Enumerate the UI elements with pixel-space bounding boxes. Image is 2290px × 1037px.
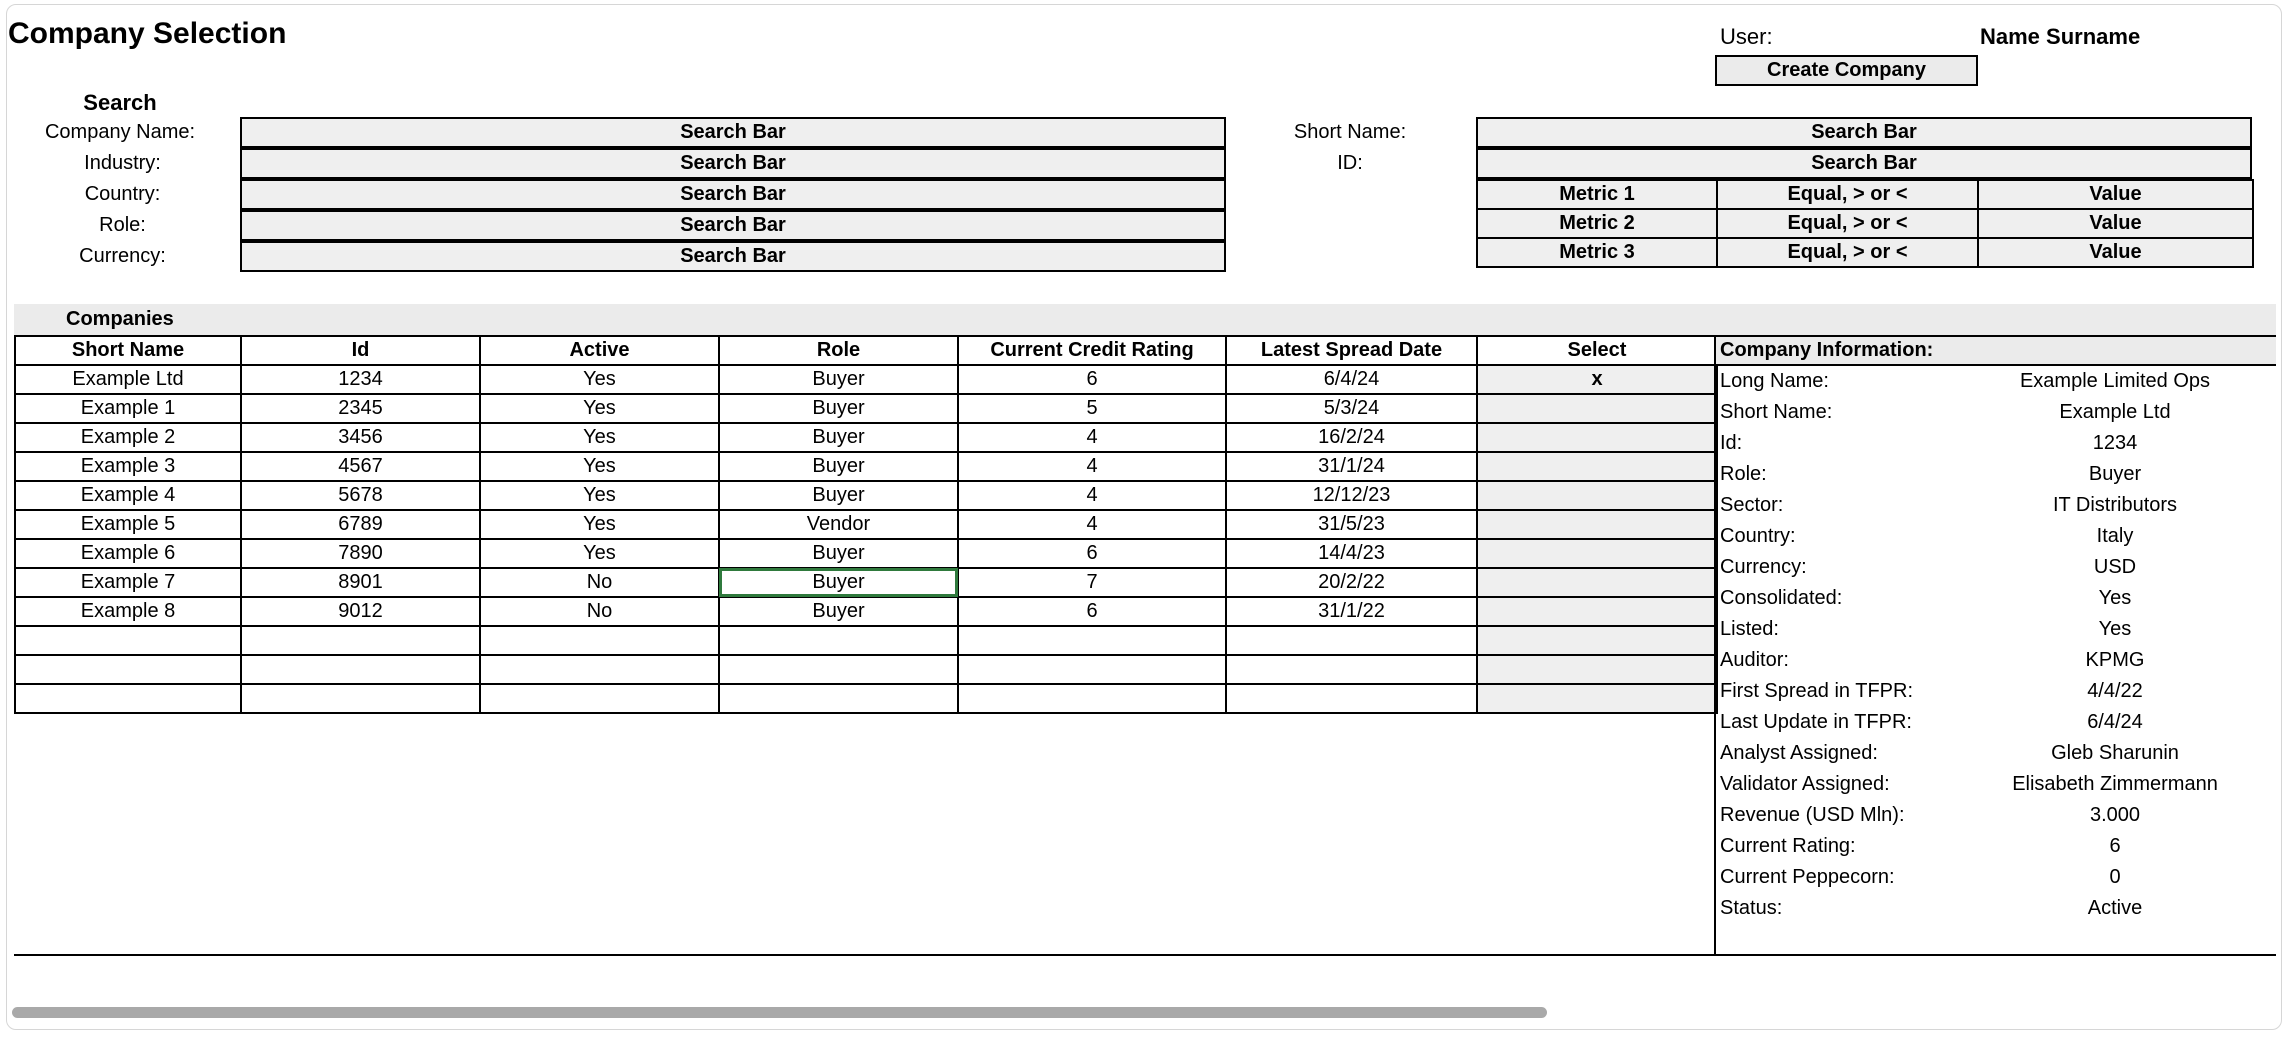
table-row[interactable]: [15, 481, 1717, 510]
info-field-label: Currency:: [1720, 556, 1807, 578]
select-cell[interactable]: [1477, 394, 1717, 423]
info-field-row: [1716, 769, 2276, 800]
role-cell[interactable]: Buyer: [719, 365, 958, 394]
info-field-value: Example Limited Ops: [2019, 370, 2211, 392]
horizontal-scrollbar[interactable]: [12, 1007, 1547, 1018]
metric-filter-grid: [1476, 179, 2254, 268]
spread-date-cell[interactable]: 16/2/24: [1226, 423, 1477, 452]
column-header-id[interactable]: Id: [241, 336, 480, 365]
id-label: ID:: [1337, 152, 1363, 174]
active-cell[interactable]: Yes: [480, 481, 719, 510]
user-label: User:: [1720, 24, 1773, 49]
info-field-row: [1716, 800, 2276, 831]
active-cell[interactable]: Yes: [480, 365, 719, 394]
role-cell[interactable]: Buyer: [719, 452, 958, 481]
role-cell[interactable]: Buyer: [719, 568, 958, 597]
table-row[interactable]: [15, 597, 1717, 626]
role-search-input[interactable]: Search Bar: [240, 210, 1226, 241]
spread-date-cell[interactable]: 6/4/24: [1226, 365, 1477, 394]
spread-date-cell[interactable]: [1226, 684, 1477, 713]
info-field-label: Long Name:: [1720, 370, 1829, 392]
short-name-cell[interactable]: [15, 684, 241, 713]
info-field-label: Listed:: [1720, 618, 1779, 640]
credit-rating-cell[interactable]: 7: [958, 568, 1226, 597]
credit-rating-cell[interactable]: 6: [958, 365, 1226, 394]
info-field-label: Current Rating:: [1720, 835, 1856, 857]
credit-rating-cell[interactable]: [958, 684, 1226, 713]
credit-rating-cell[interactable]: 4: [958, 423, 1226, 452]
table-row[interactable]: [15, 568, 1717, 597]
info-field-value: KPMG: [2085, 649, 2145, 671]
role-cell[interactable]: Buyer: [719, 423, 958, 452]
info-field-label: Current Peppecorn:: [1720, 866, 1895, 888]
info-field-value: 6: [2109, 835, 2121, 857]
short-name-cell[interactable]: Example 7: [15, 568, 241, 597]
select-cell[interactable]: x: [1477, 365, 1717, 394]
info-field-label: Country:: [1720, 525, 1796, 547]
id-cell[interactable]: 2345: [241, 394, 480, 423]
active-cell[interactable]: Yes: [480, 394, 719, 423]
metric-1-value-cell[interactable]: Value: [1978, 180, 2253, 209]
active-cell[interactable]: Yes: [480, 423, 719, 452]
country-search-input[interactable]: Search Bar: [240, 179, 1226, 210]
column-header-spread-date[interactable]: Latest Spread Date: [1226, 336, 1477, 365]
info-field-row: [1716, 490, 2276, 521]
credit-rating-cell[interactable]: 5: [958, 394, 1226, 423]
info-field-row: [1716, 552, 2276, 583]
metric-filter-row: [1477, 180, 2253, 209]
info-field-row: [1716, 583, 2276, 614]
id-cell[interactable]: [241, 684, 480, 713]
company-info-title: Company Information:: [1716, 335, 2276, 366]
column-header-credit-rating[interactable]: Current Credit Rating: [958, 336, 1226, 365]
info-field-value: Italy: [2096, 525, 2134, 547]
id-cell[interactable]: 5678: [241, 481, 480, 510]
select-cell[interactable]: [1477, 510, 1717, 539]
info-field-label: Id:: [1720, 432, 1743, 454]
short-name-cell[interactable]: Example 3: [15, 452, 241, 481]
metric-3-cell[interactable]: Metric 3: [1477, 238, 1717, 267]
country-label: Country:: [84, 183, 161, 205]
info-field-value: 4/4/22: [2087, 680, 2143, 702]
info-field-row: [1716, 521, 2276, 552]
spread-date-cell[interactable]: [1226, 626, 1477, 655]
select-cell[interactable]: [1477, 626, 1717, 655]
metric-1-cell[interactable]: Metric 1: [1477, 180, 1717, 209]
companies-band: [14, 304, 2276, 335]
metric-3-operator-cell[interactable]: Equal, > or <: [1717, 238, 1978, 267]
id-cell[interactable]: 4567: [241, 452, 480, 481]
credit-rating-cell[interactable]: 4: [958, 510, 1226, 539]
companies-section-title: Companies: [66, 308, 174, 330]
info-field-label: Short Name:: [1720, 401, 1833, 423]
table-row[interactable]: [15, 684, 1717, 713]
metric-2-value-cell[interactable]: Value: [1978, 209, 2253, 238]
role-cell[interactable]: [719, 626, 958, 655]
info-field-row: [1716, 459, 2276, 490]
info-field-label: Revenue (USD Mln):: [1720, 804, 1905, 826]
info-field-value: Yes: [2098, 618, 2132, 640]
id-cell[interactable]: 7890: [241, 539, 480, 568]
currency-label: Currency:: [79, 245, 166, 267]
role-cell[interactable]: Buyer: [719, 394, 958, 423]
currency-search-input[interactable]: Search Bar: [240, 241, 1226, 272]
active-cell[interactable]: Yes: [480, 510, 719, 539]
info-field-row: [1716, 738, 2276, 769]
column-header-active[interactable]: Active: [480, 336, 719, 365]
credit-rating-cell[interactable]: 4: [958, 452, 1226, 481]
short-name-cell[interactable]: Example 2: [15, 423, 241, 452]
info-field-row: [1716, 676, 2276, 707]
active-cell[interactable]: Yes: [480, 539, 719, 568]
id-cell[interactable]: 6789: [241, 510, 480, 539]
role-cell[interactable]: [719, 684, 958, 713]
spread-date-cell[interactable]: 31/1/24: [1226, 452, 1477, 481]
column-header-role[interactable]: Role: [719, 336, 958, 365]
info-field-row: [1716, 428, 2276, 459]
role-cell[interactable]: Buyer: [719, 597, 958, 626]
short-name-search-input[interactable]: Search Bar: [1476, 117, 2252, 148]
page-title: Company Selection: [8, 17, 287, 50]
table-row[interactable]: [15, 655, 1717, 684]
spread-date-cell[interactable]: 31/5/23: [1226, 510, 1477, 539]
select-cell[interactable]: [1477, 539, 1717, 568]
active-cell[interactable]: Yes: [480, 452, 719, 481]
role-cell[interactable]: Vendor: [719, 510, 958, 539]
table-row[interactable]: [15, 365, 1717, 394]
credit-rating-cell[interactable]: 6: [958, 597, 1226, 626]
metric-3-value-cell[interactable]: Value: [1978, 238, 2253, 267]
info-field-row: [1716, 831, 2276, 862]
info-field-value: Buyer: [2088, 463, 2142, 485]
spread-date-cell[interactable]: 5/3/24: [1226, 394, 1477, 423]
industry-search-input[interactable]: Search Bar: [240, 148, 1226, 179]
companies-table: [14, 335, 1718, 714]
info-field-label: Sector:: [1720, 494, 1784, 516]
industry-label: Industry:: [84, 152, 161, 174]
info-field-label: Analyst Assigned:: [1720, 742, 1878, 764]
spread-date-cell[interactable]: 20/2/22: [1226, 568, 1477, 597]
info-field-value: USD: [2093, 556, 2137, 578]
select-cell[interactable]: [1477, 597, 1717, 626]
info-field-label: Status:: [1720, 897, 1783, 919]
id-cell[interactable]: 9012: [241, 597, 480, 626]
info-field-value: 6/4/24: [2087, 711, 2143, 733]
info-field-value: 1234: [2092, 432, 2138, 454]
company-name-label: Company Name:: [44, 121, 196, 143]
select-cell[interactable]: [1477, 684, 1717, 713]
active-cell[interactable]: [480, 684, 719, 713]
company-name-search-input[interactable]: Search Bar: [240, 117, 1226, 148]
column-header-select[interactable]: Select: [1477, 336, 1717, 365]
short-name-cell[interactable]: Example 5: [15, 510, 241, 539]
select-cell[interactable]: [1477, 655, 1717, 684]
role-cell[interactable]: Buyer: [719, 481, 958, 510]
short-name-cell[interactable]: Example 6: [15, 539, 241, 568]
id-cell[interactable]: 1234: [241, 365, 480, 394]
credit-rating-cell[interactable]: [958, 626, 1226, 655]
create-company-button[interactable]: Create Company: [1715, 55, 1978, 86]
credit-rating-cell[interactable]: [958, 655, 1226, 684]
spread-date-cell[interactable]: [1226, 655, 1477, 684]
info-field-label: Last Update in TFPR:: [1720, 711, 1912, 733]
info-field-label: Validator Assigned:: [1720, 773, 1890, 795]
role-label: Role:: [99, 214, 146, 236]
short-name-cell[interactable]: Example Ltd: [15, 365, 241, 394]
column-header-short-name[interactable]: Short Name: [15, 336, 241, 365]
info-field-value: 0: [2109, 866, 2121, 888]
info-field-value: 3.000: [2089, 804, 2141, 826]
table-row[interactable]: [15, 452, 1717, 481]
metric-filter-row: [1477, 238, 2253, 267]
metric-1-operator-cell[interactable]: Equal, > or <: [1717, 180, 1978, 209]
user-name: Name Surname: [1980, 24, 2141, 49]
metric-2-cell[interactable]: Metric 2: [1477, 209, 1717, 238]
select-cell[interactable]: [1477, 568, 1717, 597]
info-field-row: [1716, 645, 2276, 676]
select-cell[interactable]: [1477, 423, 1717, 452]
info-field-row: [1716, 862, 2276, 893]
select-cell[interactable]: [1477, 481, 1717, 510]
metric-filter-row: [1477, 209, 2253, 238]
active-cell[interactable]: No: [480, 568, 719, 597]
info-field-label: Auditor:: [1720, 649, 1789, 671]
id-cell[interactable]: 8901: [241, 568, 480, 597]
metric-2-operator-cell[interactable]: Equal, > or <: [1717, 209, 1978, 238]
table-row[interactable]: [15, 510, 1717, 539]
info-field-row: [1716, 893, 2276, 924]
company-info-panel: [1716, 366, 2276, 924]
short-name-cell[interactable]: [15, 655, 241, 684]
spread-date-cell[interactable]: 31/1/22: [1226, 597, 1477, 626]
spread-date-cell[interactable]: 14/4/23: [1226, 539, 1477, 568]
active-cell[interactable]: [480, 626, 719, 655]
search-heading: Search: [83, 90, 157, 115]
table-row[interactable]: [15, 539, 1717, 568]
id-cell[interactable]: [241, 655, 480, 684]
info-field-label: Role:: [1720, 463, 1767, 485]
info-field-value: Yes: [2098, 587, 2132, 609]
info-field-label: Consolidated:: [1720, 587, 1843, 609]
spread-date-cell[interactable]: 12/12/23: [1226, 481, 1477, 510]
short-name-cell[interactable]: Example 8: [15, 597, 241, 626]
short-name-cell[interactable]: [15, 626, 241, 655]
short-name-cell[interactable]: Example 4: [15, 481, 241, 510]
active-cell[interactable]: [480, 655, 719, 684]
table-row[interactable]: [15, 626, 1717, 655]
info-field-label: First Spread in TFPR:: [1720, 680, 1914, 702]
info-field-row: [1716, 614, 2276, 645]
info-field-value: Elisabeth Zimmermann: [2012, 773, 2218, 795]
info-field-row: [1716, 366, 2276, 397]
short-name-label: Short Name:: [1293, 121, 1407, 143]
info-field-row: [1716, 397, 2276, 428]
info-field-value: Active: [2087, 897, 2143, 919]
info-field-value: IT Distributors: [2052, 494, 2178, 516]
id-cell[interactable]: [241, 626, 480, 655]
table-row[interactable]: [15, 423, 1717, 452]
table-row[interactable]: [15, 394, 1717, 423]
bottom-divider: [14, 954, 2276, 956]
active-cell[interactable]: No: [480, 597, 719, 626]
info-field-value: Example Ltd: [2059, 401, 2171, 423]
companies-header-row: [15, 336, 1717, 365]
id-cell[interactable]: 3456: [241, 423, 480, 452]
select-cell[interactable]: [1477, 452, 1717, 481]
info-field-row: [1716, 707, 2276, 738]
role-cell[interactable]: [719, 655, 958, 684]
credit-rating-cell[interactable]: 6: [958, 539, 1226, 568]
role-cell[interactable]: Buyer: [719, 539, 958, 568]
short-name-cell[interactable]: Example 1: [15, 394, 241, 423]
info-field-value: Gleb Sharunin: [2051, 742, 2179, 764]
credit-rating-cell[interactable]: 4: [958, 481, 1226, 510]
id-search-input[interactable]: Search Bar: [1476, 148, 2252, 179]
